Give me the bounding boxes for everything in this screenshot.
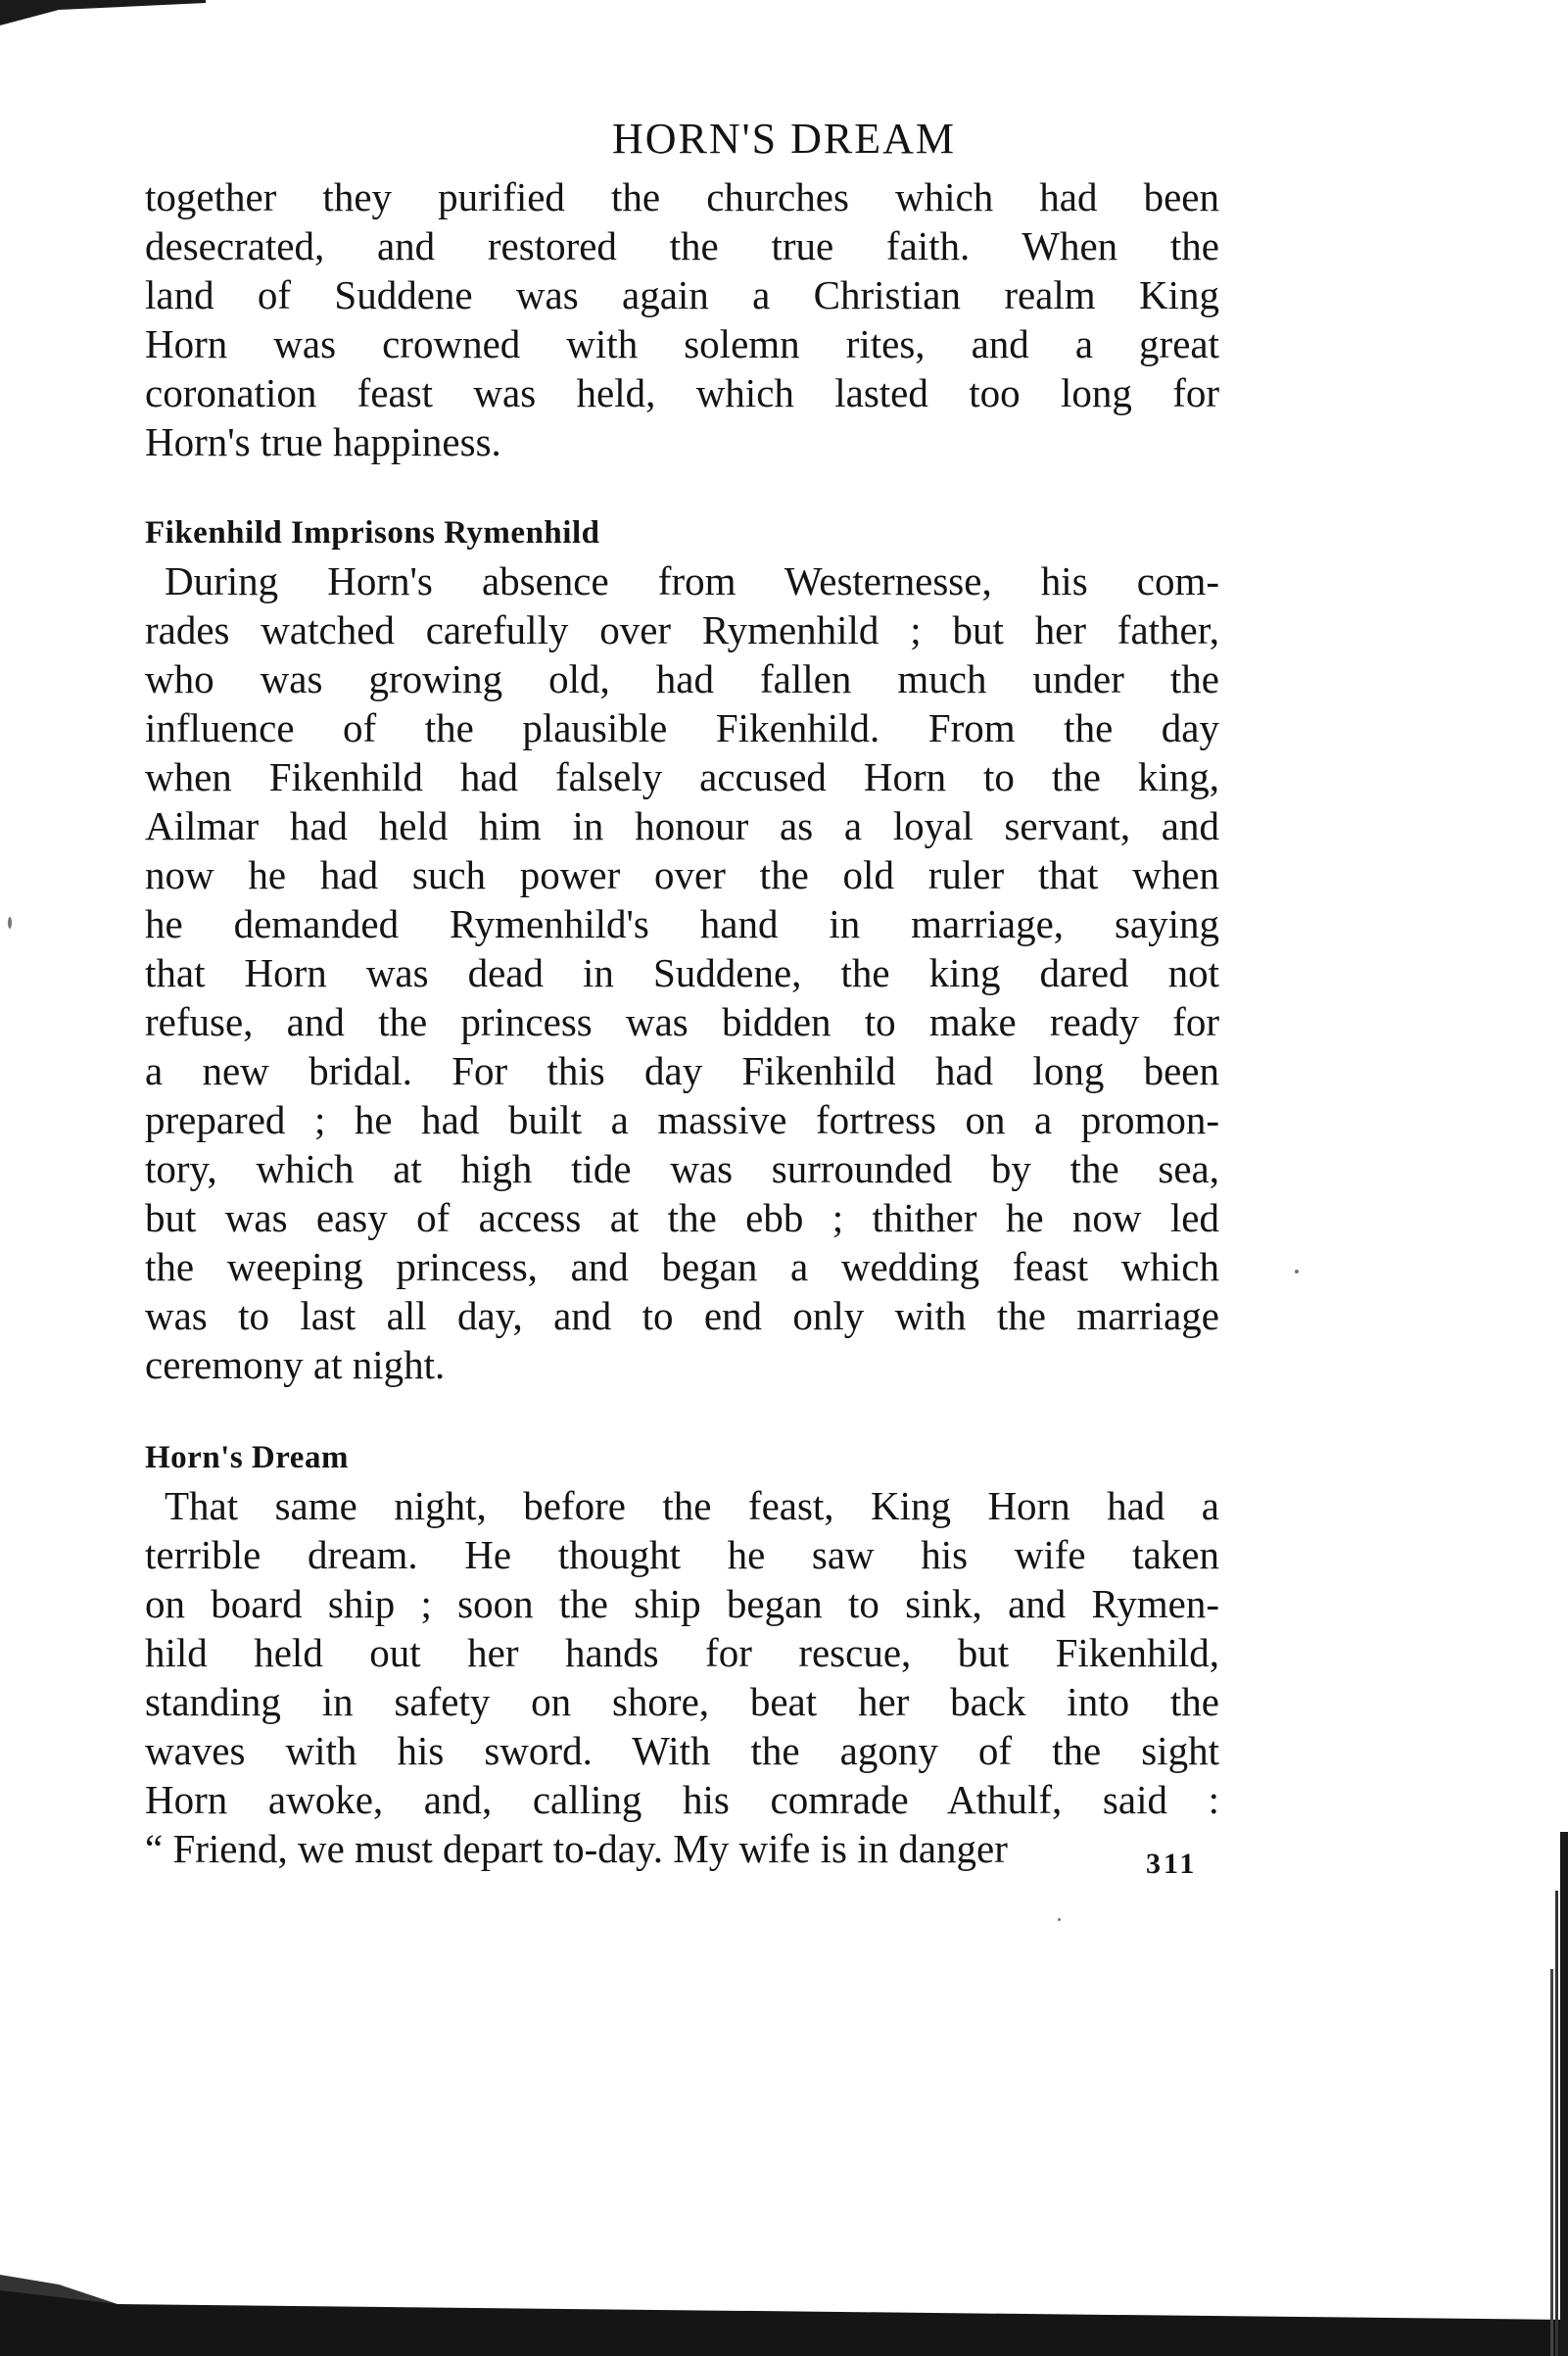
text-line: who was growing old, had fallen much under the (145, 656, 1219, 701)
text-line: Ailmar had held him in honour as a loyal servant, and (145, 803, 1219, 848)
text-line: together they purified the churches which had been (145, 174, 1219, 219)
text-line: hild held out her hands for rescue, but Fikenhild, (145, 1630, 1219, 1675)
scan-edge-shadow-top (0, 0, 206, 25)
text-line: prepared ; he had built a massive fortress on a promon- (145, 1097, 1219, 1142)
text-line: tory, which at high tide was surrounded by the sea, (145, 1146, 1219, 1191)
text-line: During Horn's absence from Westernesse, his com- (165, 558, 1219, 603)
text-line: refuse, and the princess was bidden to make ready for (145, 999, 1219, 1044)
text-line: land of Suddene was again a Christian realm King (145, 272, 1219, 317)
text-line: he demanded Rymenhild's hand in marriage, saying (145, 901, 1219, 946)
text-line: now he had such power over the old ruler that when (145, 852, 1219, 897)
text-line: Horn awoke, and, calling his comrade Athulf, said : (145, 1777, 1219, 1822)
text-line: Horn's true happiness. (145, 419, 501, 464)
text-line: when Fikenhild had falsely accused Horn to the king, (145, 754, 1219, 799)
text-line: was to last all day, and to end only with the marriage (145, 1293, 1219, 1338)
scan-speck (1058, 1918, 1061, 1921)
opening-paragraph (145, 172, 1219, 466)
text-line: ceremony at night. (145, 1342, 446, 1387)
text-line: terrible dream. He thought he saw his wife taken (145, 1532, 1219, 1577)
text-line: Horn was crowned with solemn rites, and a great (145, 321, 1219, 366)
scan-speck (8, 917, 12, 929)
text-line: waves with his sword. With the agony of the sight (145, 1728, 1219, 1773)
scan-edge-shadow-bottom (0, 2275, 1568, 2356)
page-number: 311 (1146, 1848, 1198, 1880)
text-line: the weeping princess, and began a wedding feast which (145, 1244, 1219, 1289)
section-horns-dream (145, 1436, 1219, 1873)
text-line: standing in safety on shore, beat her back into the (145, 1679, 1219, 1724)
text-line: coronation feast was held, which lasted too long for (145, 370, 1219, 415)
text-line: on board ship ; soon the ship began to sink, and Rymen- (145, 1581, 1219, 1626)
text-line: but was easy of access at the ebb ; thither he now led (145, 1195, 1219, 1240)
scan-edge-shadow-right (1541, 1832, 1568, 2356)
section-heading: Horn's Dream (145, 1440, 349, 1475)
text-line: desecrated, and restored the true faith. When the (145, 223, 1219, 268)
section-heading: Fikenhild Imprisons Rymenhild (145, 515, 600, 551)
text-line: That same night, before the feast, King Horn had a (165, 1483, 1219, 1528)
running-head: HORN'S DREAM (612, 115, 956, 163)
text-line: that Horn was dead in Suddene, the king dared not (145, 950, 1219, 995)
scan-speck (1295, 1270, 1299, 1274)
section-fikenhild (145, 511, 1219, 1389)
text-line: “ Friend, we must depart to-day. My wife is in danger (145, 1826, 1008, 1871)
text-line: rades watched carefully over Rymenhild ; but her father, (145, 607, 1219, 652)
text-line: influence of the plausible Fikenhild. From the day (145, 705, 1219, 750)
text-line: a new bridal. For this day Fikenhild had long been (145, 1048, 1219, 1093)
